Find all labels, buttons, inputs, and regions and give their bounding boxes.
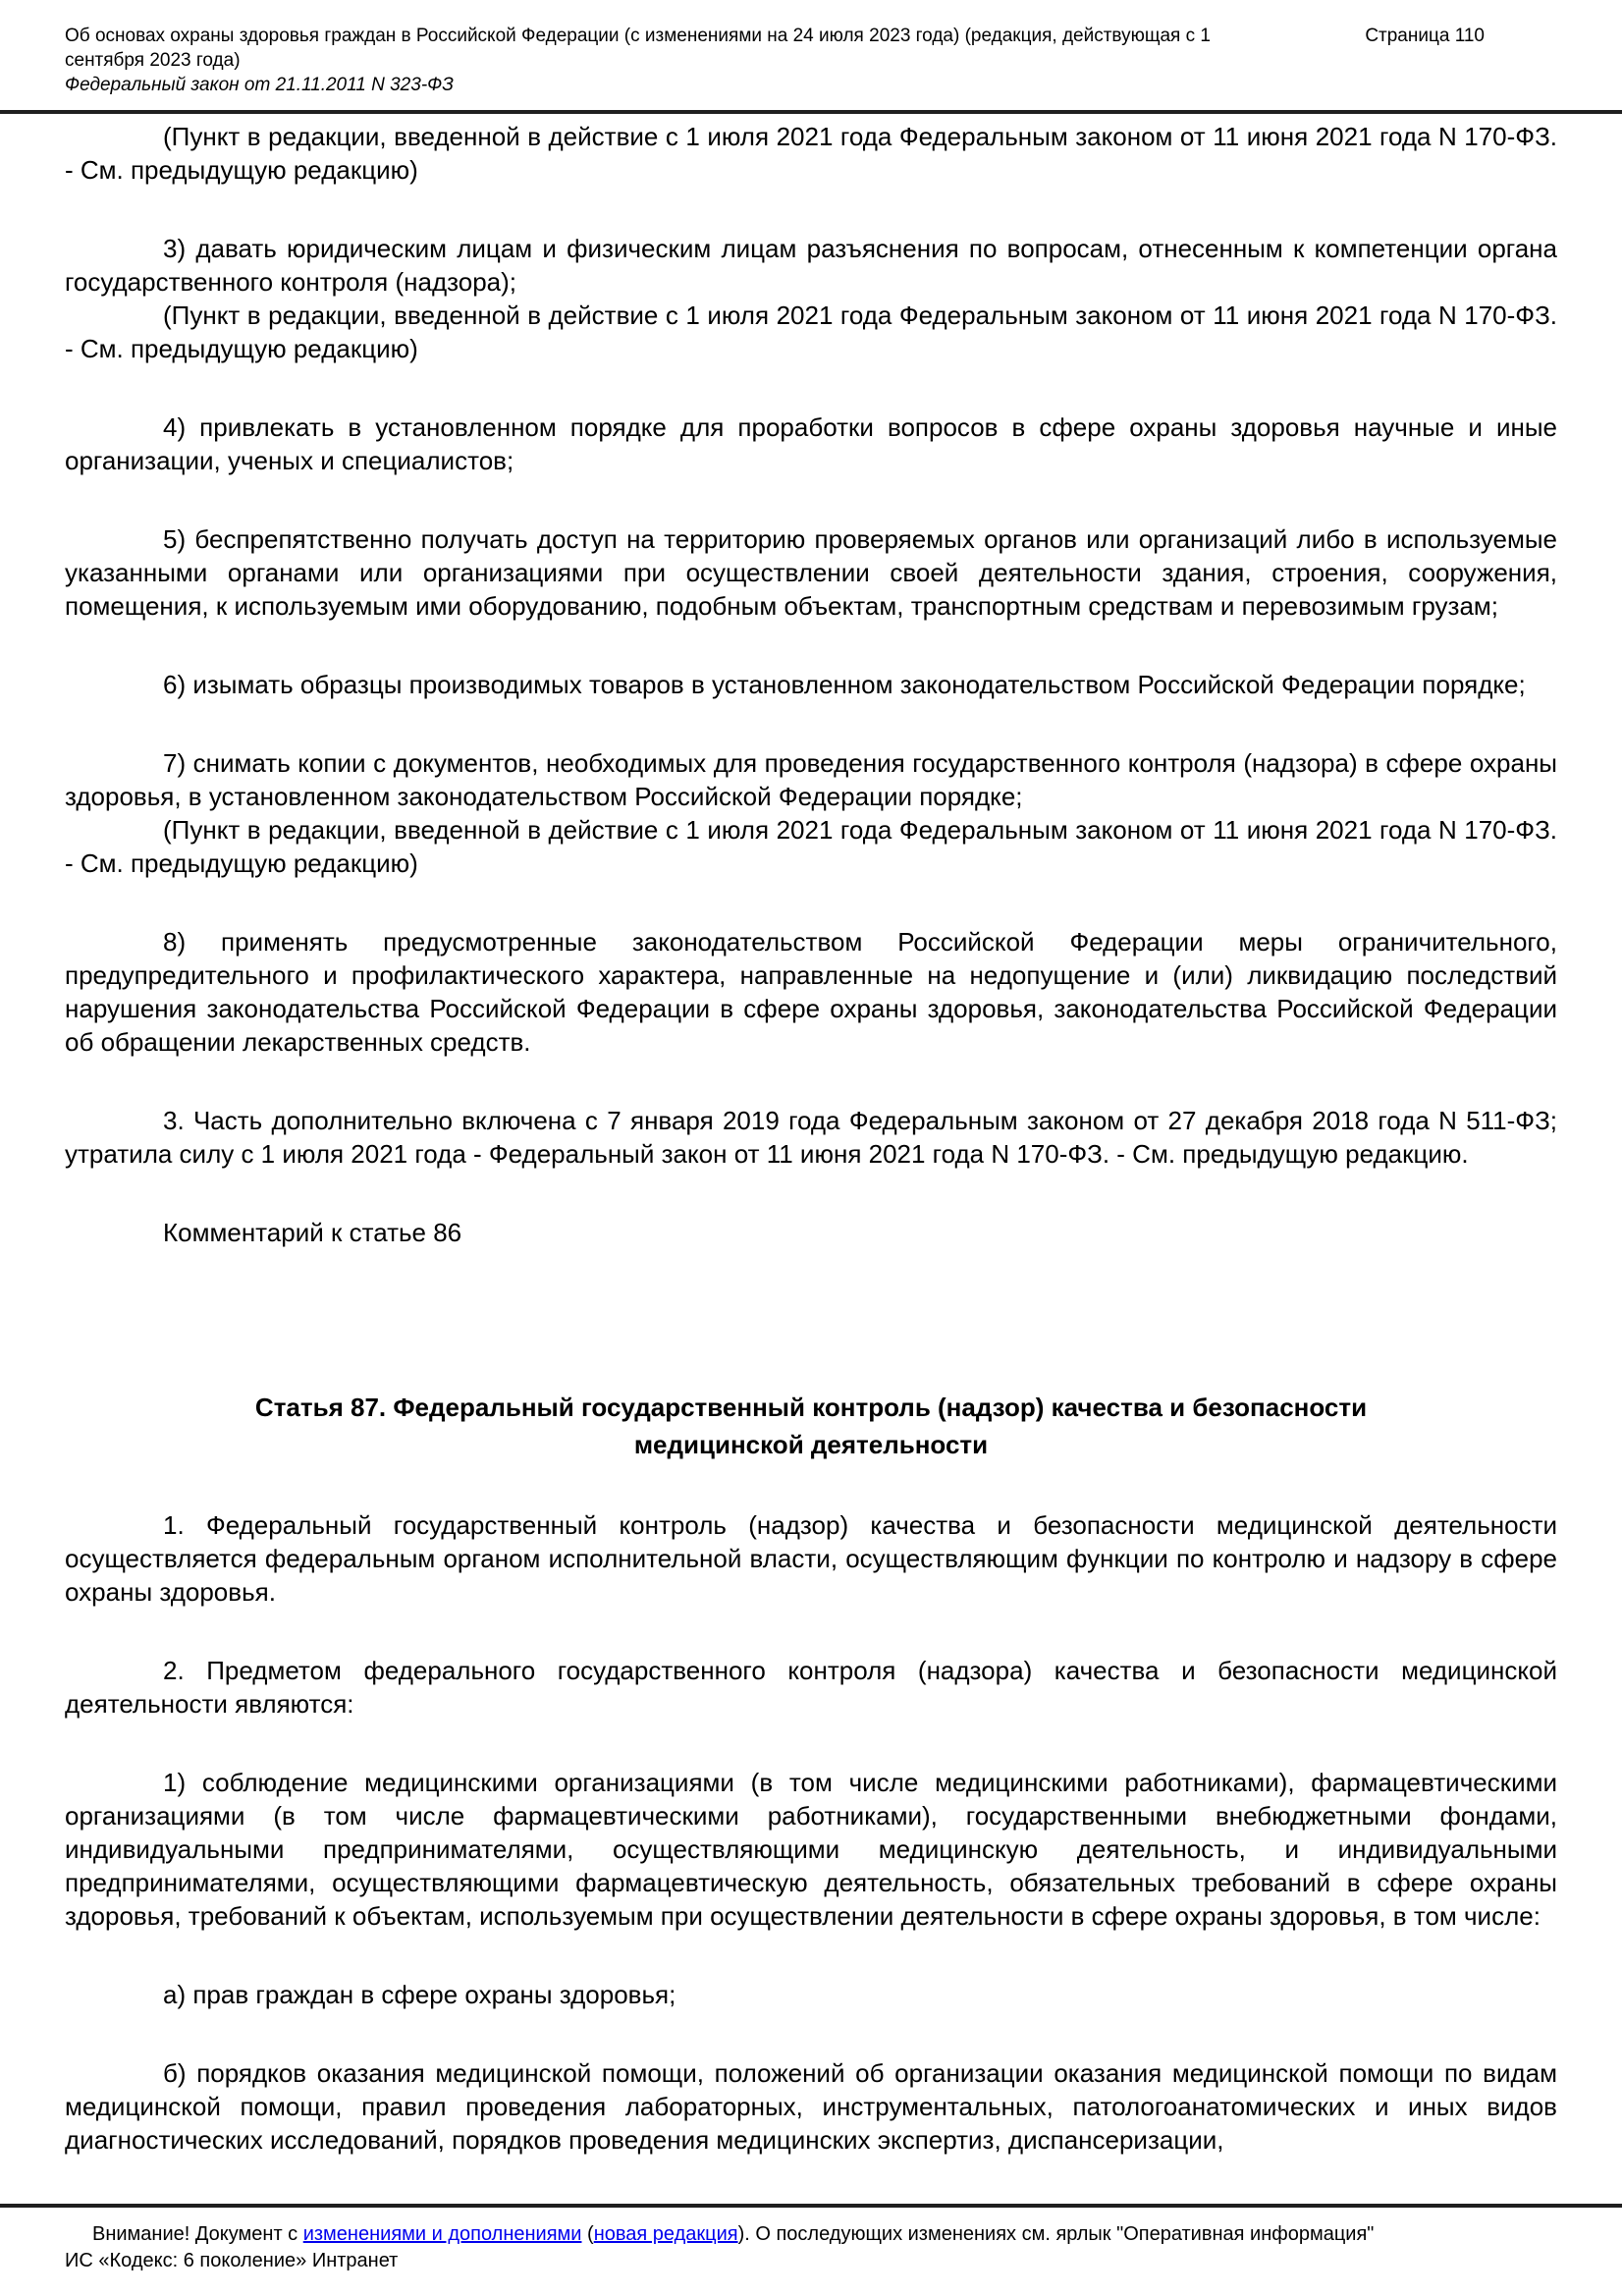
list-item-5: 5) беспрепятственно получать доступ на территорию проверяемых органов или организаций либо в используемые указанными органами или организациями при осуществлении своей деятельности здания, строения, сооружения, помещения, к используемым ими оборудованию, подобным объектам, транспортным средствам и перевозимым грузам; (65, 524, 1557, 621)
subitem-1-paragraph: 1) соблюдение медицинскими организациями (в том числе медицинскими работниками), фармацевтическими организациями (в том числе фармацевтическими работниками), государственными внебюджетными фондами, индивидуальными предпринимателями, осуществляющими медицинскую деятельность, и индивидуальными предпринимателями, осуществляющими фармацевтическую деятельность, обязательных требований в сфере охраны здоровья, требований к объектам, используемым при осуществлении деятельности в сфере охраны здоровья, в том числе: (65, 1768, 1557, 1931)
subitem-a-paragraph: а) прав граждан в сфере охраны здоровья; (163, 1980, 676, 2009)
list-item-6: 6) изымать образцы производимых товаров в установленном законодательством Российской Федерации порядке; (163, 670, 1526, 699)
document-body (0, 114, 1622, 2157)
list-item-3: 3) давать юридическим лицам и физическим лицам разъяснения по вопросам, отнесенным к компетенции органа государственного контроля (надзора); (65, 234, 1557, 297)
page-number-label: Страница 110 (1365, 26, 1485, 46)
edition-note: (Пункт в редакции, введенной в действие с 1 июля 2021 года Федеральным законом от 11 июня 2021 года N 170-ФЗ. - См. предыдущую редакцию) (65, 122, 1557, 185)
amendments-link[interactable]: изменениями и дополнениями (302, 2223, 582, 2245)
edition-note: (Пункт в редакции, введенной в действие с 1 июля 2021 года Федеральным законом от 11 июня 2021 года N 170-ФЗ. - См. предыдущую редакцию) (65, 815, 1557, 878)
list-item-7: 7) снимать копии с документов, необходимых для проведения государственного контроля (надзора) в сфере охраны здоровья, в установленном законодательством Российской Федерации порядке; (65, 748, 1557, 811)
page-footer (0, 2204, 1622, 2274)
article-87-heading: Статья 87. Федеральный государственный контроль (надзор) качества и безопасности медицинской деятельности (254, 1393, 1368, 1459)
page-header (0, 0, 1622, 97)
notice-between-text: ( (581, 2223, 594, 2245)
new-edition-link[interactable]: новая редакция (593, 2223, 738, 2245)
part-1-paragraph: 1. Федеральный государственный контроль (надзор) качества и безопасности медицинской деятельности осуществляется федеральным органом исполнительной власти, осуществляющим функции по контролю и надзору в сфере охраны здоровья. (65, 1510, 1557, 1607)
notice-prefix-text: Внимание! Документ с (92, 2223, 303, 2245)
list-item-8: 8) применять предусмотренные законодательством Российской Федерации меры ограничительного, предупредительного и профилактического характера, направленные на недопущение и (или) ликвидацию последствий нарушения законодательства Российской Федерации в сфере охраны здоровья, законодательства Российской Федерации об обращении лекарственных средств. (65, 927, 1557, 1057)
subitem-b-paragraph: б) порядков оказания медицинской помощи, положений об организации оказания медицинской помощи по видам медицинской помощи, правил проведения лабораторных, инструментальных, патологоанатомических и иных видов диагностических исследований, порядков проведения медицинских экспертиз, диспансеризации, (65, 2058, 1557, 2155)
document-title: Об основах охраны здоровья граждан в Российской Федерации (с изменениями на 24 июля 2023 года) (редакция, действующая с 1 сентября 2023 года) (65, 26, 1211, 71)
information-system-label: ИС «Кодекс: 6 поколение» Интранет (65, 2250, 399, 2271)
part-2-paragraph: 2. Предметом федерального государственного контроля (надзора) качества и безопасности медицинской деятельности являются: (65, 1656, 1557, 1719)
list-item-4: 4) привлекать в установленном порядке для проработки вопросов в сфере охраны здоровья научные и иные организации, ученых и специалистов; (65, 412, 1557, 475)
attention-notice (65, 2221, 1557, 2248)
law-reference: Федеральный закон от 21.11.2011 N 323-ФЗ (65, 75, 454, 95)
comment-to-article-86: Комментарий к статье 86 (163, 1218, 462, 1247)
notice-suffix-text: ). О последующих изменениях см. ярлык "Оперативная информация" (737, 2223, 1375, 2245)
edition-note: (Пункт в редакции, введенной в действие с 1 июля 2021 года Федеральным законом от 11 июня 2021 года N 170-ФЗ. - См. предыдущую редакцию) (65, 301, 1557, 363)
part-3-note: 3. Часть дополнительно включена с 7 января 2019 года Федеральным законом от 27 декабря 2018 года N 511-ФЗ; утратила силу с 1 июля 2021 года - Федеральный закон от 11 июня 2021 года N 170-ФЗ. - См. предыдущую редакцию. (65, 1106, 1557, 1169)
